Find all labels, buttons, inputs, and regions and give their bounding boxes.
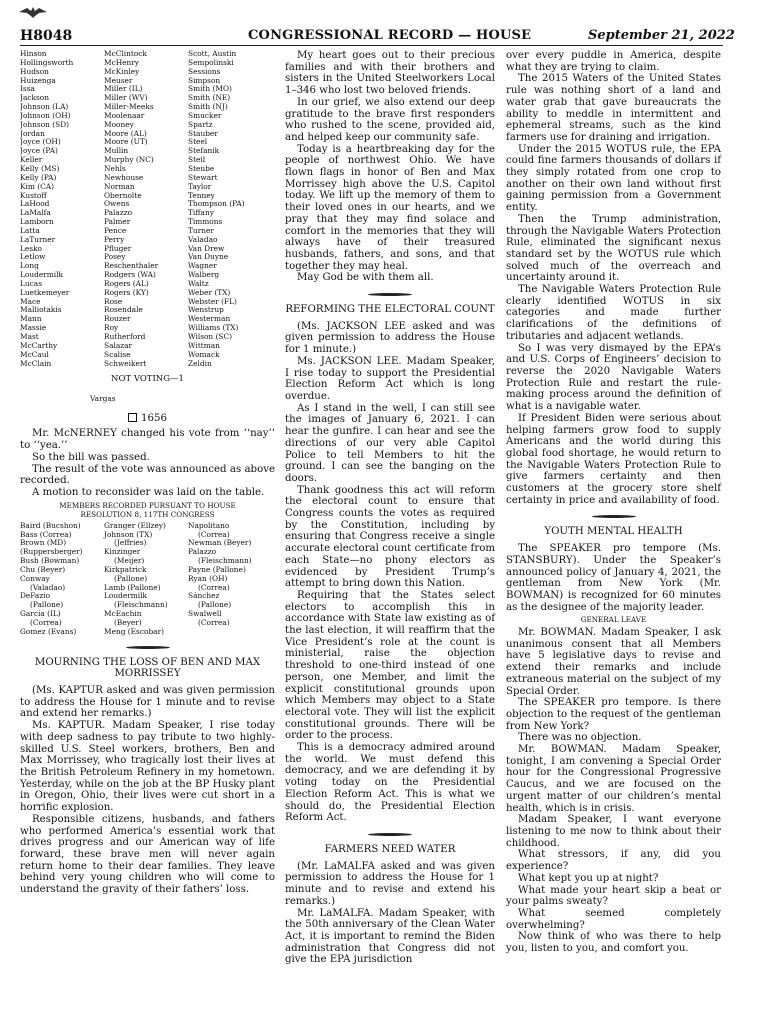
pair-entry: Kirkpatrick <box>104 564 147 574</box>
paragraph: What stressors, if any, did you experience? <box>506 849 721 873</box>
paragraph: Ms. KAPTUR. Madam Speaker, I rise today with deep sadness to pay tribute to two highly-skilled U.S. Steel workers, brothers, Ben and Max Morrissey, who tragically lost their lives at the British Petroleum Refinery in my hometown. Yesterday, while on the job at the BP Husky plant in Oregon, Ohio, their lives were cut short in a horrific explosion. <box>20 720 275 814</box>
section-body <box>285 861 495 966</box>
running-head-date: September 21, 2022 <box>588 28 735 43</box>
paragraph: The 2015 Waters of the United States rule was nothing short of a land and water grab that gave bureaucrats the ability to meddle in intermittent and ephemeral streams, such as the kind farmers use for draining and irrigation. <box>506 73 721 143</box>
pairs-column <box>104 522 188 637</box>
vote-name: Kelly (MS) <box>20 164 60 173</box>
vote-name: Rutherford <box>104 333 146 341</box>
section-divider <box>368 293 412 296</box>
vote-name: Rouzer <box>104 315 131 324</box>
vote-name: Simpson <box>188 76 221 85</box>
vote-name: Hollingsworth <box>20 58 74 67</box>
section-divider <box>368 833 412 836</box>
vote-name: Tiffany <box>188 209 214 218</box>
not-voting-heading: NOT VOTING—1 <box>111 374 184 385</box>
pair-entry: Granger (Ellzey) <box>104 520 166 530</box>
vote-name: Smith (MO) <box>188 85 232 94</box>
pair-entry: Newman (Beyer) <box>188 538 252 548</box>
paragraph: over every puddle in America, despite what they are trying to claim. <box>506 50 721 73</box>
vote-name: Joyce (PA) <box>20 147 58 156</box>
vote-name: Weber (TX) <box>188 288 231 297</box>
pair-entry: Chu (Beyer) <box>20 564 66 574</box>
vote-name: Nehls <box>104 164 126 173</box>
vote-name: LaHood <box>20 200 50 209</box>
vote-name: Johnson (SD) <box>20 120 70 129</box>
vote-name: Williams (TX) <box>188 324 239 333</box>
vote-name: Rogers (AL) <box>104 279 149 288</box>
vote-name: Rose <box>104 297 123 306</box>
vote-name: Kustoff <box>20 191 47 200</box>
vote-name: Long <box>20 262 39 271</box>
vote-name: Miller (WV) <box>104 94 148 103</box>
vote-name: Keller <box>20 156 43 165</box>
vote-name: Palazzo <box>104 209 133 218</box>
not-voting-name: Vargas <box>90 394 116 404</box>
vote-name: Rosendale <box>104 306 143 315</box>
vote-name: McKinley <box>104 67 140 76</box>
vote-name: Valadao <box>188 235 218 244</box>
vote-name: Scalise <box>104 350 131 359</box>
vote-name: Reschenthaler <box>104 262 159 271</box>
paragraph: (Ms. JACKSON LEE asked and was given permission to address the House for 1 minute.) <box>285 320 495 356</box>
vote-name: Mullin <box>104 147 129 156</box>
eagle-logo <box>18 5 48 19</box>
vote-name: Tenney <box>188 191 215 200</box>
section-body <box>285 321 495 824</box>
paragraph: My heart goes out to their precious families and with their brothers and sisters in the United Steelworkers Local 1–346 who lost two beloved friends. <box>285 50 495 97</box>
pair-entry: McEachin <box>104 609 142 619</box>
pairs-heading-line: MEMBERS RECORDED PURSUANT TO HOUSE <box>59 500 236 510</box>
vote-name: Mast <box>20 333 39 341</box>
vote-name: Smith (NE) <box>188 94 231 103</box>
vote-name: McClintock <box>104 50 147 58</box>
vote-name: Murphy (NC) <box>104 156 154 165</box>
vote-name: Lucas <box>20 279 43 288</box>
vote-name: McHenry <box>104 58 139 67</box>
paragraph: Mr. BOWMAN. Madam Speaker, I ask unanimous consent that all Members have 5 legislative days to revise and extend their remarks and include extraneous material on the subject of my Special Order. <box>506 627 721 697</box>
vote-name: Rodgers (WA) <box>104 271 156 280</box>
vote-name: Loudermilk <box>20 271 63 280</box>
vote-name: Malliotakis <box>20 306 62 315</box>
vote-name: Wittman <box>188 341 220 350</box>
column-1 <box>20 50 275 896</box>
paragraph: Today is a heartbreaking day for the people of northwest Ohio. We have flown flags in honor of Ben and Max Morrissey high above the U.S. Capitol today. We lift up the memory of them to their loved ones in our hearts, and we pray that they may find solace and comfort in the memories that they will always have of their treasured husbands, fathers, and sons, and that together they may heal. <box>285 143 495 272</box>
paragraph: Mr. BOWMAN. Madam Speaker, tonight, I am convening a Special Order hour for the Congressional Progressive Caucus, and we are focused on the urgent matter of our children’s mental health, which is in crisis. <box>506 744 721 814</box>
vote-name: Kim (CA) <box>20 182 55 191</box>
vote-name: Van Duyne <box>188 253 229 262</box>
pair-entry: (Pallone) <box>30 600 64 610</box>
paragraph: The SPEAKER pro tempore. Is there objection to the request of the gentleman from New York? <box>506 697 721 732</box>
vote-name: Wagner <box>188 262 217 271</box>
pair-entry: Loudermilk <box>104 591 147 601</box>
box-icon <box>128 413 137 422</box>
pair-entry: Johnson (TX) <box>104 529 153 539</box>
pair-entry: García (IL) <box>20 609 61 619</box>
vote-name: Kelly (PA) <box>20 173 57 182</box>
vote-name: Palmer <box>104 218 131 227</box>
vote-name: Waltz <box>188 279 209 288</box>
vote-name: Mooney <box>104 120 134 129</box>
vote-name: Johnson (OH) <box>20 111 71 120</box>
vote-result-paragraphs <box>20 428 275 498</box>
pair-entry: Swalwell <box>188 609 222 619</box>
paragraph: (Ms. KAPTUR asked and was given permission to address the House for 1 minute and to revise and extend her remarks.) <box>20 685 275 720</box>
pair-entry: (Valadao) <box>30 582 66 592</box>
vote-name: Roy <box>104 324 119 333</box>
vote-name: Scott, Austin <box>188 50 237 58</box>
vote-name: Walberg <box>188 271 220 280</box>
paragraph: A motion to reconsider was laid on the table. <box>32 487 265 498</box>
paragraph: (Mr. LaMALFA asked and was given permission to address the House for 1 minute and to revise and extend his remarks.) <box>285 860 495 907</box>
vote-name: Owens <box>104 200 130 209</box>
paragraph: Responsible citizens, husbands, and fathers who performed America’s essential work that drives progress and our American way of life forward, these brave men will never again return home to their dear families. They leave behind very young children who will come to understand the gravity of their fathers’ loss. <box>20 813 275 896</box>
pairs-list <box>20 522 275 637</box>
vote-name: Spartz <box>188 120 213 129</box>
paragraph: Ms. JACKSON LEE. Madam Speaker, I rise today to support the Presidential Election Reform Act which is long overdue. <box>285 355 495 402</box>
vote-name: Stauber <box>188 129 218 138</box>
vote-name: Johnson (LA) <box>20 103 69 112</box>
vote-name: Salazar <box>104 341 133 350</box>
vote-name: Hudson <box>20 67 49 76</box>
section-body <box>285 50 495 284</box>
vote-name: Pfluger <box>104 244 132 253</box>
pair-entry: Sánchez <box>188 591 220 601</box>
paragraph: In our grief, we also extend our deep gratitude to the brave first responders who rushed to the scene, provided aid, and helped keep our community safe. <box>285 96 495 143</box>
pairs-heading-line: RESOLUTION 8, 117TH CONGRESS <box>80 509 215 519</box>
vote-name: Huizenga <box>20 76 56 85</box>
paragraph: So I was very dismayed by the EPA’s and U.S. Corps of Engineers’ decision to reverse the 2020 Navigable Waters Protection Rule and restart the rule-making process around the definition of what is a navigable water. <box>506 342 721 413</box>
vote-name: Smith (NJ) <box>188 103 228 112</box>
vote-name: Miller-Meeks <box>104 103 154 112</box>
section-heading: FARMERS NEED WATER <box>324 844 456 855</box>
vote-name: Moore (AL) <box>104 129 147 138</box>
section-heading: REFORMING THE ELECTORAL COUNT <box>285 304 495 316</box>
vote-name-column <box>20 50 104 368</box>
vote-name: Miller (IL) <box>104 85 143 94</box>
vote-name: Pence <box>104 226 127 235</box>
pair-entry: Lamb (Pallone) <box>104 582 161 592</box>
pair-entry: Gomez (Evans) <box>20 626 77 636</box>
pair-entry: (Pallone) <box>114 573 148 583</box>
vote-name: Joyce (OH) <box>20 138 61 147</box>
paragraph: May God be with them all. <box>297 272 434 284</box>
section-divider <box>126 646 170 649</box>
vote-name: Obernolte <box>104 191 142 200</box>
vote-name: Smucker <box>188 111 222 120</box>
vote-name: Jordan <box>20 129 45 138</box>
paragraph: What seemed completely overwhelming? <box>506 907 721 931</box>
vote-name: Rogers (KY) <box>104 288 149 297</box>
vote-name: Lamborn <box>20 218 54 227</box>
pair-entry: Ryan (OH) <box>188 573 228 583</box>
pair-entry: Conway <box>20 573 50 583</box>
pair-entry: Baird (Bucshon) <box>20 520 81 530</box>
pair-entry: Palazzo <box>188 547 217 557</box>
paragraph: Madam Speaker, I want everyone listening to me now to think about their childhood. <box>506 814 721 849</box>
pair-entry: Meng (Escobar) <box>104 626 164 636</box>
pairs-column <box>188 522 272 637</box>
paragraph: This is a democracy admired around the world. We must defend this democracy, and we are defending it by voting today on the Presidential Election Reform Act. This is what we should do, the Presidential Election Reform Act. <box>285 742 495 824</box>
pair-entry: Payne (Pallone) <box>188 564 246 574</box>
vote-name: Sessions <box>188 67 221 76</box>
paragraph: Then the Trump administration, through the Navigable Waters Protection Rule, eliminated the significant nexus standard set by the WOTUS rule which solved much of the overreach and uncertainty around it. <box>506 213 721 284</box>
pair-entry: (Jeffries) <box>114 538 147 548</box>
vote-name: Latta <box>20 226 40 235</box>
pair-entry: (Meijer) <box>114 556 145 566</box>
section-body <box>506 627 721 955</box>
vote-name: McClain <box>20 359 52 368</box>
vote-name: Thompson (PA) <box>188 200 245 209</box>
vote-name: Moore (UT) <box>104 138 148 147</box>
paragraph: Thank goodness this act will reform the electoral count to ensure that Congress counts the votes as required by the Constitution, including by ensuring that Congress receive a single accurate electoral count certificate from each State—no phony electors as evidenced by President Trump’s attempt to bring down this Nation. <box>285 484 495 590</box>
vote-name: Moolenaar <box>104 111 145 120</box>
pair-entry: (Correa) <box>198 617 230 627</box>
paragraph: The SPEAKER pro tempore (Ms. STANSBURY). Under the Speaker’s announced policy of January 4, 2021, the gentleman from New York (Mr. BOWMAN) is recognized for 60 minutes as the designee of the majority leader. <box>506 543 721 613</box>
paragraph: Mr. McNERNEY changed his vote from ‘‘nay’’ to ‘‘yea.’’ <box>20 428 275 452</box>
pair-entry: Brown (MD) <box>20 538 67 548</box>
vote-name: McCaul <box>20 350 49 359</box>
vote-name: McCarthy <box>20 341 58 350</box>
section-heading: YOUTH MENTAL HEALTH <box>544 526 683 538</box>
vote-name: Jackson <box>20 94 49 103</box>
vote-name: Mace <box>20 297 41 306</box>
vote-name: Newhouse <box>104 173 144 182</box>
section-body <box>20 685 275 896</box>
section-body <box>506 50 721 506</box>
pair-entry: (Fleischmann) <box>198 556 252 566</box>
paragraph: Mr. LaMALFA. Madam Speaker, with the 50th anniversary of the Clean Water Act, it is important to remind the Biden administration that Congress did not give the EPA jurisdiction <box>285 907 495 966</box>
section-divider <box>592 515 636 518</box>
pair-entry: Kinzinger <box>104 547 141 557</box>
pair-entry: Bush (Bowman) <box>20 556 80 566</box>
page-number: H8048 <box>20 28 73 44</box>
pair-entry: (Correa) <box>30 617 62 627</box>
pair-entry: (Correa) <box>198 529 230 539</box>
vote-name: Timmons <box>188 218 223 227</box>
vote-name: Wilson (SC) <box>188 333 233 341</box>
vote-name: Meuser <box>104 76 133 85</box>
paragraph: The result of the vote was announced as above recorded. <box>20 463 275 487</box>
header-rule <box>20 45 723 46</box>
vote-name-column <box>104 50 188 368</box>
paragraph: What made your heart skip a beat or your palms sweaty? <box>506 884 721 908</box>
vote-name: Luetkemeyer <box>20 288 70 297</box>
paragraph: Under the 2015 WOTUS rule, the EPA could fine farmers thousands of dollars if they simply rotated from one crop to another on their own land without first gaining permission from a Government entity. <box>506 143 721 214</box>
vote-name: Van Drew <box>188 244 225 253</box>
vote-name: Westerman <box>188 315 231 324</box>
vote-name: Posey <box>104 253 126 262</box>
time-stamp <box>20 413 275 425</box>
vote-name-column <box>188 50 272 368</box>
vote-name: Steube <box>188 164 215 173</box>
vote-name: Steil <box>188 156 206 165</box>
vote-name: Letlow <box>20 253 46 262</box>
vote-name: Webster (FL) <box>188 297 237 306</box>
paragraph: Requiring that the States select electors to accomplish this in accordance with State law existing as of the last election, it will reaffirm that the Vice President’s role at the count is ministerial, raise the objection threshold to one-third instead of one person, one Member, and limit the explicit constitutional grounds upon which Members may object to a State electoral vote. They will list the explicit constitutional grounds. There will be order to the process. <box>285 589 495 742</box>
vote-name: Massie <box>20 324 47 333</box>
vote-name: Issa <box>20 85 35 94</box>
section-body <box>506 543 721 613</box>
paragraph: As I stand in the well, I can still see the images of January 6, 2021. I can hear the gunfire. I can hear and see the directions of our very able Capitol Police to tell Members to hit the ground. I can see the banging on the doors. <box>285 402 495 484</box>
section-heading: MOURNING THE LOSS OF BEN AND MAX MORRISSEY <box>34 656 261 680</box>
paragraph: There was no objection. <box>518 732 642 744</box>
vote-name: Stewart <box>188 173 218 182</box>
vote-name: Lesko <box>20 244 43 253</box>
paragraph: What kept you up at night? <box>518 872 659 884</box>
general-leave-subheading: GENERAL LEAVE <box>580 615 647 625</box>
pair-entry: DeFazio <box>20 591 51 601</box>
vote-name: Schweikert <box>104 359 147 368</box>
pair-entry: (Correa) <box>198 582 230 592</box>
vote-name: Womack <box>188 350 220 359</box>
pair-entry: Napolitano <box>188 520 230 530</box>
paragraph: If President Biden were serious about helping farmers grow food to supply Americans and the world during this global food shortage, he would return to the Navigable Waters Protection Rule to give farmers certainty and then customers at the grocery store shelf certainty in price and availability of food. <box>506 412 721 506</box>
vote-name: Steel <box>188 138 208 147</box>
pair-entry: (Fleischmann) <box>114 600 168 610</box>
vote-name: LaTurner <box>20 235 56 244</box>
vote-name: LaMalfa <box>20 209 51 218</box>
vote-name: Stefanik <box>188 147 220 156</box>
pair-entry: Bass (Correa) <box>20 529 72 539</box>
vote-name-list <box>20 50 275 368</box>
vote-name: Mann <box>20 315 42 324</box>
vote-name: Zeldin <box>188 359 212 368</box>
pair-entry: (Beyer) <box>114 617 142 627</box>
vote-name: Hinson <box>20 50 47 58</box>
paragraph: The Navigable Waters Protection Rule clearly identified WOTUS in six categories and made further clarifications of the definitions of tributaries and adjacent wetlands. <box>506 284 721 342</box>
vote-name: Norman <box>104 182 135 191</box>
column-3 <box>506 50 721 955</box>
vote-name: Turner <box>188 226 214 235</box>
vote-name: Perry <box>104 235 125 244</box>
time-stamp-text: 1656 <box>141 412 167 424</box>
vote-name: Sempolinski <box>188 58 234 67</box>
pair-entry: (Ruppersberger) <box>20 547 83 557</box>
column-2 <box>285 50 495 966</box>
paragraph: So the bill was passed. <box>32 451 150 463</box>
vote-name: Wenstrup <box>188 306 224 315</box>
vote-name: Taylor <box>188 182 212 191</box>
pair-entry: (Pallone) <box>198 600 232 610</box>
pairs-heading <box>20 501 275 519</box>
pairs-column <box>20 522 104 637</box>
paragraph: Now think of who was there to help you, listen to you, and comfort you. <box>506 931 721 955</box>
running-head-title: CONGRESSIONAL RECORD — HOUSE <box>248 28 532 43</box>
